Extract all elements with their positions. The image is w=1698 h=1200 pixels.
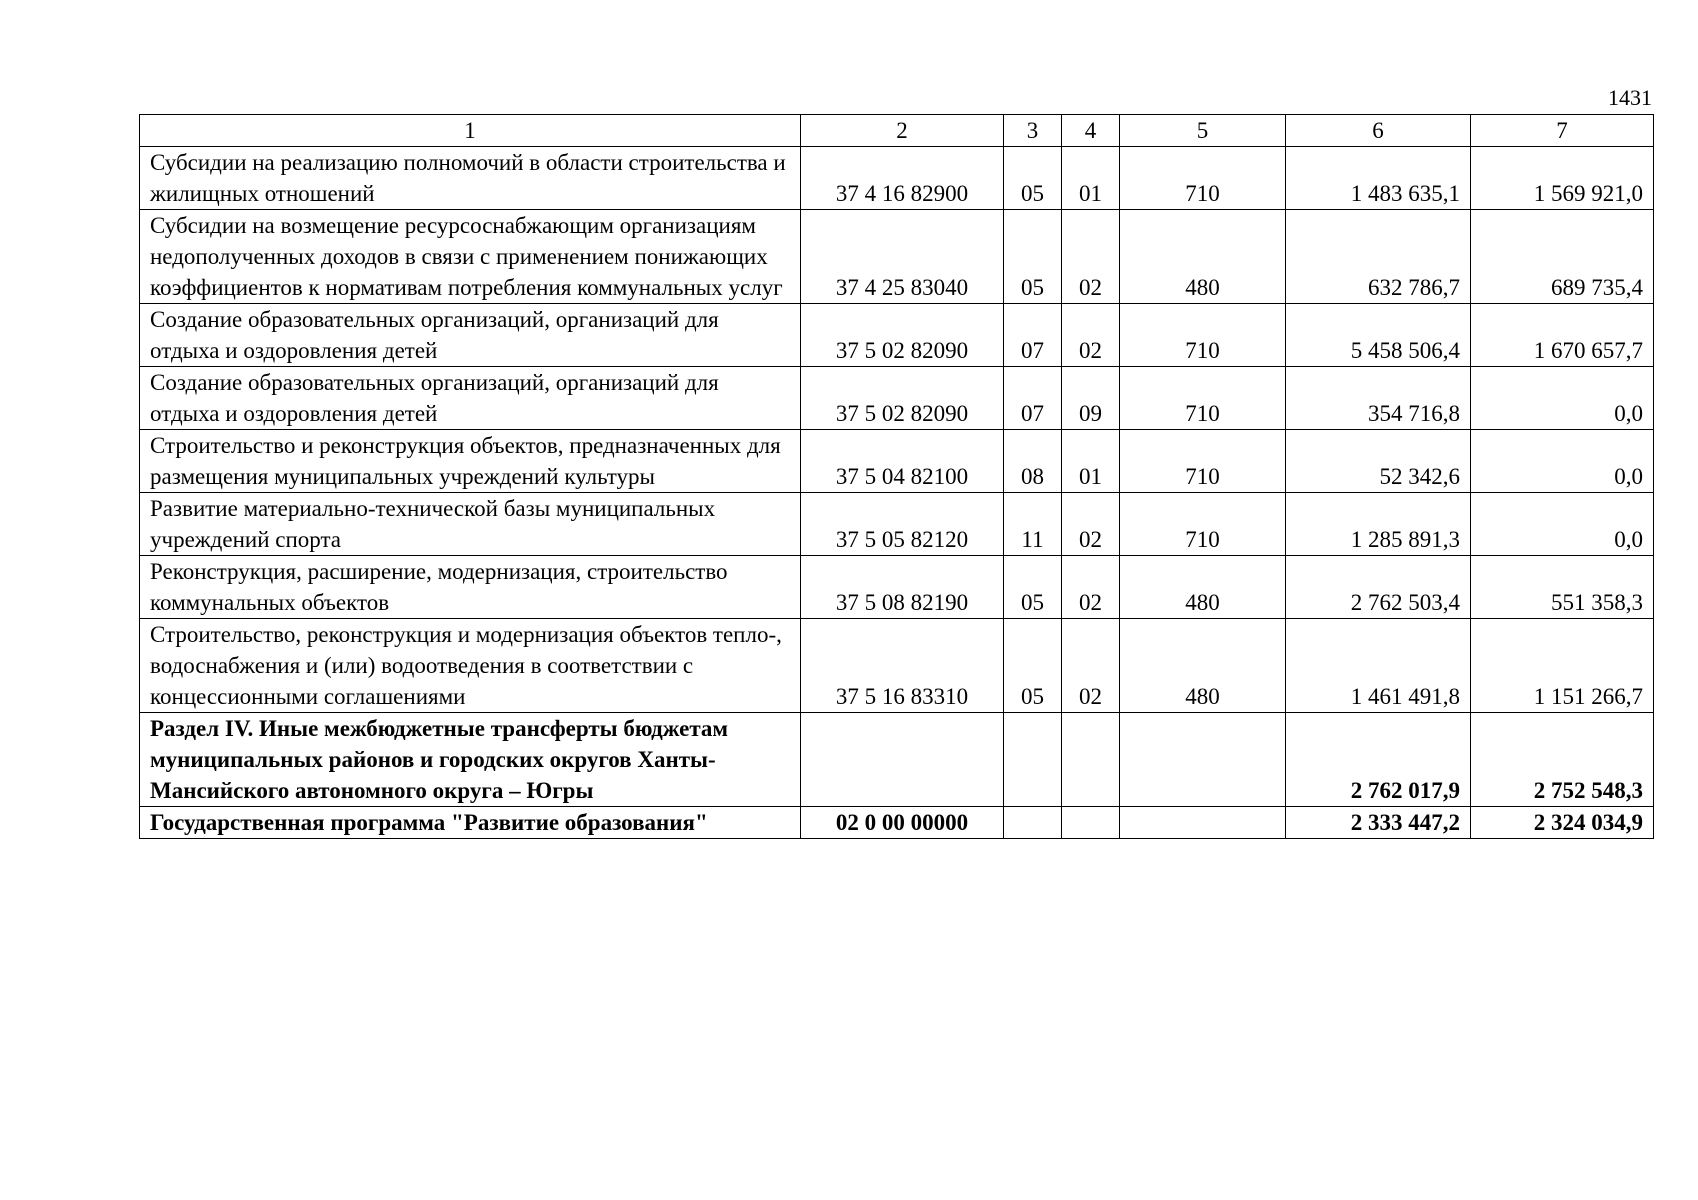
row-amount-col6: 2 762 017,9 xyxy=(1286,713,1471,807)
table-row xyxy=(140,367,1654,430)
row-code xyxy=(801,713,1004,807)
row-subsection xyxy=(1062,713,1120,807)
column-header: 6 xyxy=(1286,115,1471,147)
row-subsection: 02 xyxy=(1062,556,1120,619)
row-expense-type: 480 xyxy=(1120,619,1286,713)
budget-table xyxy=(139,114,1654,839)
row-section: 07 xyxy=(1004,304,1062,367)
row-expense-type: 710 xyxy=(1120,430,1286,493)
row-amount-col7: 0,0 xyxy=(1471,367,1654,430)
row-subsection: 02 xyxy=(1062,493,1120,556)
column-header: 2 xyxy=(801,115,1004,147)
row-section: 11 xyxy=(1004,493,1062,556)
row-amount-col6: 1 483 635,1 xyxy=(1286,147,1471,210)
row-code: 37 5 16 83310 xyxy=(801,619,1004,713)
row-expense-type: 710 xyxy=(1120,493,1286,556)
row-section xyxy=(1004,713,1062,807)
row-code: 37 4 25 83040 xyxy=(801,210,1004,304)
row-name: Раздел IV. Иные межбюджетные трансферты бюджетам муниципальных районов и городских округов Ханты-Мансийского автономного округа – Югры xyxy=(140,713,801,807)
row-subsection: 02 xyxy=(1062,619,1120,713)
row-code: 37 5 02 82090 xyxy=(801,304,1004,367)
row-expense-type: 480 xyxy=(1120,210,1286,304)
row-expense-type: 480 xyxy=(1120,556,1286,619)
row-subsection: 01 xyxy=(1062,430,1120,493)
row-amount-col7: 1 151 266,7 xyxy=(1471,619,1654,713)
row-expense-type xyxy=(1120,807,1286,839)
row-amount-col7: 2 324 034,9 xyxy=(1471,807,1654,839)
row-amount-col6: 1 285 891,3 xyxy=(1286,493,1471,556)
row-subsection: 02 xyxy=(1062,210,1120,304)
row-amount-col7: 551 358,3 xyxy=(1471,556,1654,619)
table-row xyxy=(140,619,1654,713)
row-section: 05 xyxy=(1004,619,1062,713)
row-code: 37 5 02 82090 xyxy=(801,367,1004,430)
row-expense-type: 710 xyxy=(1120,147,1286,210)
row-code: 37 5 08 82190 xyxy=(801,556,1004,619)
row-amount-col7: 689 735,4 xyxy=(1471,210,1654,304)
row-amount-col6: 52 342,6 xyxy=(1286,430,1471,493)
program-total-row xyxy=(140,807,1654,839)
row-name: Реконструкция, расширение, модернизация, строительство коммунальных объектов xyxy=(140,556,801,619)
row-amount-col7: 1 670 657,7 xyxy=(1471,304,1654,367)
column-header: 4 xyxy=(1062,115,1120,147)
row-amount-col6: 2 333 447,2 xyxy=(1286,807,1471,839)
row-amount-col6: 2 762 503,4 xyxy=(1286,556,1471,619)
row-section: 05 xyxy=(1004,556,1062,619)
column-header: 7 xyxy=(1471,115,1654,147)
table-row xyxy=(140,304,1654,367)
row-name: Строительство и реконструкция объектов, предназначенных для размещения муниципальных учреждений культуры xyxy=(140,430,801,493)
row-section: 05 xyxy=(1004,210,1062,304)
row-name: Создание образовательных организаций, организаций для отдыха и оздоровления детей xyxy=(140,367,801,430)
section-total-row xyxy=(140,713,1654,807)
row-name: Государственная программа "Развитие образования" xyxy=(140,807,801,839)
row-amount-col7: 0,0 xyxy=(1471,430,1654,493)
row-name: Строительство, реконструкция и модернизация объектов тепло-, водоснабжения и (или) водоотведения в соответствии с концессионными соглашениями xyxy=(140,619,801,713)
row-code: 02 0 00 00000 xyxy=(801,807,1004,839)
row-amount-col6: 632 786,7 xyxy=(1286,210,1471,304)
row-subsection: 09 xyxy=(1062,367,1120,430)
row-section xyxy=(1004,807,1062,839)
row-section: 05 xyxy=(1004,147,1062,210)
row-expense-type: 710 xyxy=(1120,367,1286,430)
column-header: 3 xyxy=(1004,115,1062,147)
row-name: Субсидии на возмещение ресурсоснабжающим организациям недополученных доходов в связи с применением понижающих коэффициентов к нормативам потребления коммунальных услуг xyxy=(140,210,801,304)
row-amount-col6: 354 716,8 xyxy=(1286,367,1471,430)
row-code: 37 4 16 82900 xyxy=(801,147,1004,210)
row-code: 37 5 05 82120 xyxy=(801,493,1004,556)
row-amount-col6: 5 458 506,4 xyxy=(1286,304,1471,367)
row-subsection: 02 xyxy=(1062,304,1120,367)
row-amount-col7: 1 569 921,0 xyxy=(1471,147,1654,210)
row-code: 37 5 04 82100 xyxy=(801,430,1004,493)
table-row xyxy=(140,210,1654,304)
table-row xyxy=(140,430,1654,493)
page-number: 1431 xyxy=(1608,85,1652,110)
column-header: 5 xyxy=(1120,115,1286,147)
table-row xyxy=(140,147,1654,210)
row-expense-type: 710 xyxy=(1120,304,1286,367)
row-name: Субсидии на реализацию полномочий в области строительства и жилищных отношений xyxy=(140,147,801,210)
row-subsection xyxy=(1062,807,1120,839)
row-name: Создание образовательных организаций, организаций для отдыха и оздоровления детей xyxy=(140,304,801,367)
table-row xyxy=(140,493,1654,556)
row-amount-col7: 0,0 xyxy=(1471,493,1654,556)
table-row xyxy=(140,556,1654,619)
row-name: Развитие материально-технической базы муниципальных учреждений спорта xyxy=(140,493,801,556)
row-section: 08 xyxy=(1004,430,1062,493)
row-amount-col6: 1 461 491,8 xyxy=(1286,619,1471,713)
row-amount-col7: 2 752 548,3 xyxy=(1471,713,1654,807)
row-subsection: 01 xyxy=(1062,147,1120,210)
column-header: 1 xyxy=(140,115,801,147)
row-section: 07 xyxy=(1004,367,1062,430)
row-expense-type xyxy=(1120,713,1286,807)
table-header-row xyxy=(140,115,1654,147)
